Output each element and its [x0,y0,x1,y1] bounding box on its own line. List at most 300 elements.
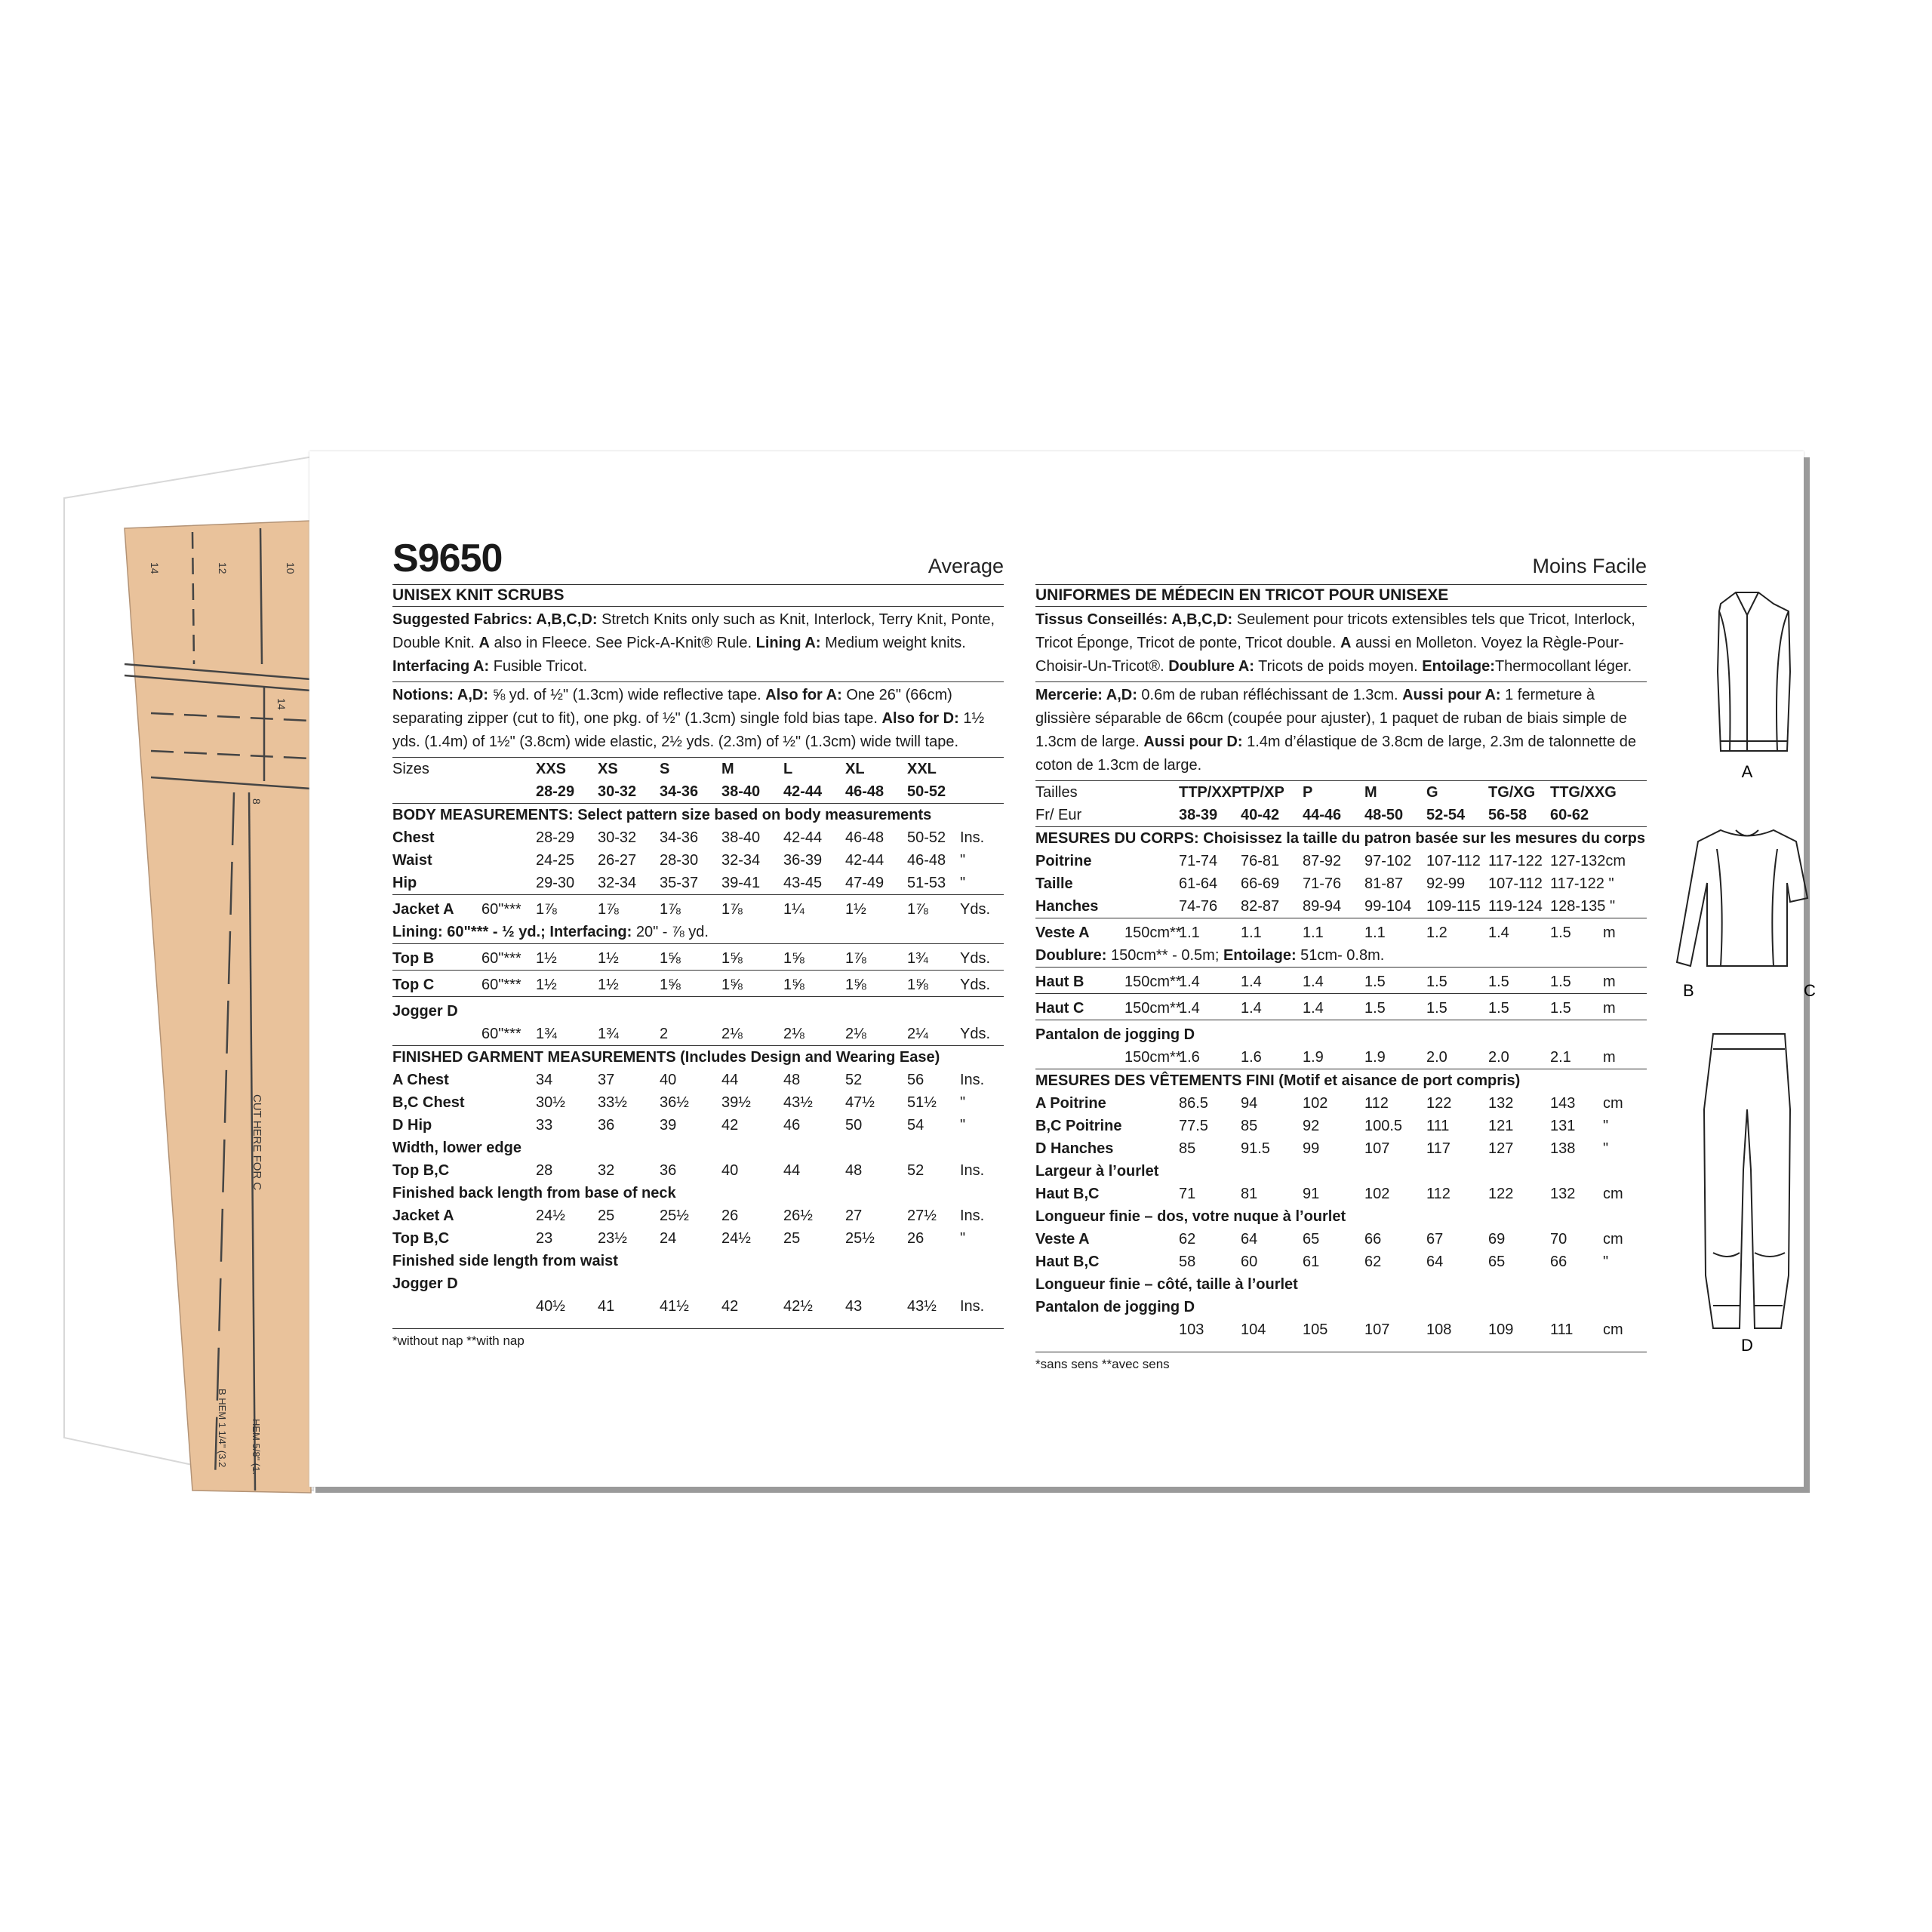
top-bc-length-row [392,1227,1004,1250]
jacket-a-yardage-value: 1.4 [1488,924,1509,941]
size-range: 46-48 [845,783,884,800]
jogger-length-row-value: 108 [1426,1321,1452,1338]
jogger-length-row-value: 42½ [783,1298,813,1315]
chest-row-value: 42-44 [783,829,823,846]
jogger-d-yardage-value: 2.0 [1426,1049,1447,1066]
top-bc-length-row-value: 24½ [721,1230,751,1247]
hip-row-value: 109-115 [1426,898,1481,915]
top-c-yardage-value: 1.5 [1550,1000,1571,1017]
waist-row [392,849,1004,872]
bc-chest-row [392,1091,1004,1114]
jacket-a-length-row-value: 26 [721,1208,739,1224]
jogger-d-yardage-value: 2¼ [907,1026,928,1042]
hip-row-value: 119-124 [1488,898,1543,915]
view-a-label: A [1741,762,1753,781]
side-length-row [1035,1273,1647,1296]
waist-row-value: 32-34 [721,852,761,869]
lining-interfacing-line [1035,944,1647,968]
jogger-length-row-unit: cm [1603,1321,1623,1338]
top-bc-width-row-unit: Ins. [960,1162,985,1179]
a-chest-row-value: 143 [1550,1095,1576,1112]
d-hip-row-value: 107 [1364,1140,1390,1157]
side-length-label: Finished side length from waist [392,1253,618,1269]
jacket-a-yardage-value: 1⅞ [721,901,743,918]
top-b-yardage-label: Top B [392,950,435,967]
jacket-a-yardage-label: Jacket A [392,901,454,918]
header-fr [1035,534,1647,581]
jacket-a-length-row-unit: Ins. [960,1208,985,1224]
waist-row-value: 66-69 [1241,875,1280,892]
top-b-yardage-value: 1½ [598,950,619,967]
a-chest-row-value: 132 [1488,1095,1514,1112]
top-bc-width-row-value: 81 [1241,1186,1258,1202]
waist-row-value: 71-76 [1303,875,1342,892]
top-b-yardage-width: 150cm** [1124,974,1182,990]
size-code: TTP/XXP [1179,784,1242,801]
a-chest-row-value: 44 [721,1072,739,1088]
garment-illustrations [1660,581,1834,1366]
notions-paragraph-fr: Mercerie: A,D: 0.6m de ruban réfléchissant de 1.3cm. Aussi pour A: 1 fermeture à glissière séparable de 66cm (coupée pour ajuster), 1 paquet de ruban de biais simple de 1.3cm de large. Aussi pour D: 1.4m d’élastique de 3.8cm de large, 2.3m de talonnette de coton de 1.3cm de large. [1035,682,1647,781]
jogger-d-yardage-unit: m [1603,1049,1616,1066]
chest-row-value: 107-112 [1426,853,1481,869]
top-b-yardage-value: 1¾ [907,950,928,967]
top-c-yardage-width: 150cm** [1124,1000,1182,1017]
top-b-yardage-value: 1⅞ [845,950,866,967]
top-c-yardage-value: 1½ [598,977,619,993]
waist-row-label: Waist [392,852,432,869]
top-bc-length-row-value: 62 [1364,1254,1382,1270]
top-bc-width-row-value: 112 [1426,1186,1451,1202]
back-length-row [1035,1205,1647,1228]
top-c-yardage-value: 1.5 [1488,1000,1509,1017]
jacket-a-length-row-value: 69 [1488,1231,1506,1247]
chest-row-value: 28-29 [536,829,575,846]
hip-row-value: 47-49 [845,875,884,891]
lining-line: Doublure: 150cm** - 0.5m; Entoilage: 51cm- 0.8m. [1035,947,1385,964]
jogger-length-label: Pantalon de jogging D [1035,1299,1195,1315]
width-label-row [1035,1160,1647,1183]
d-hip-row-value: 54 [907,1117,924,1134]
a-chest-row-value: 34 [536,1072,553,1088]
hip-row-value: 39-41 [721,875,761,891]
size-range: 38-39 [1179,807,1218,823]
finished-title [392,1046,1004,1069]
top-b-yardage-width: 60"*** [481,950,521,967]
jogger-d-yardage-value: 1.6 [1241,1049,1262,1066]
top-c-yardage-unit: Yds. [960,977,991,993]
bc-chest-row-unit: " [1603,1118,1609,1134]
hip-row-value: 82-87 [1241,898,1280,915]
jacket-a-length-row-value: 27½ [907,1208,937,1224]
waist-row-value: 107-112 [1488,875,1543,892]
hip-row-label: Hanches [1035,898,1099,915]
envelope-card [309,451,1804,1487]
back-length-row [392,1182,1004,1204]
d-hip-row-value: 33 [536,1117,553,1134]
jacket-a-length-row-value: 27 [845,1208,863,1224]
jogger-d-yardage-value: 2.1 [1550,1049,1571,1066]
top-bc-width-row-unit: cm [1603,1186,1623,1202]
jogger-length-row-value: 107 [1364,1321,1390,1338]
hip-row-value: 89-94 [1303,898,1342,915]
top-b-yardage-unit: m [1603,974,1616,990]
top-bc-width-row-value: 122 [1488,1186,1514,1202]
jogger-d-yardage-width: 60"*** [481,1026,521,1042]
jacket-a-length-row-value: 70 [1550,1231,1567,1247]
jacket-a-yardage-unit: m [1603,924,1616,941]
hem-label: HEM 5/8" (1. [251,1419,262,1475]
bc-chest-row-value: 111 [1426,1118,1450,1134]
d-hip-row [1035,1137,1647,1160]
finished-measurements-heading: MESURES DES VÊTEMENTS FINI (Motif et aisance de port compris) [1035,1072,1521,1089]
chest-row-value: 50-52 [907,829,946,846]
top-c-yardage-label: Haut C [1035,1000,1084,1017]
jacket-a-length-row [1035,1228,1647,1251]
d-hip-row-value: 36 [598,1117,615,1134]
top-c-yardage-value: 1⅝ [845,977,866,993]
header [392,534,1004,581]
jacket-a-drawing [1718,592,1790,751]
hip-row-value: 29-30 [536,875,575,891]
top-bc-width-row-value: 36 [660,1162,677,1179]
size-code: XS [598,761,618,777]
jacket-a-length-row-value: 24½ [536,1208,565,1224]
waist-row-value: 92-99 [1426,875,1466,892]
bc-chest-row-value: 39½ [721,1094,751,1111]
a-chest-row-value: 112 [1364,1095,1389,1112]
chest-row-label: Poitrine [1035,853,1092,869]
top-bc-length-row-value: 25½ [845,1230,875,1247]
top-bc-width-row-value: 71 [1179,1186,1196,1202]
top-c-yardage-value: 1⅝ [907,977,928,993]
jacket-a-length-row-value: 26½ [783,1208,813,1224]
size-code: M [721,761,734,777]
top-bc-width-row-value: 40 [721,1162,739,1179]
a-chest-row-value: 56 [907,1072,924,1088]
top-c-yardage-label: Top C [392,977,435,993]
size-range: 38-40 [721,783,761,800]
skill-level-fr: Moins Facile [1532,555,1647,577]
top-b-yardage-value: 1.4 [1241,974,1262,990]
a-chest-row [1035,1092,1647,1115]
jogger-d-drawing [1704,1034,1790,1328]
hip-row [1035,895,1647,918]
top-c-yardage-value: 1.5 [1364,1000,1386,1017]
size-range: 40-42 [1241,807,1280,823]
top-b-yardage-value: 1.4 [1303,974,1324,990]
bc-chest-row-label: B,C Poitrine [1035,1118,1122,1134]
top-c-yardage-value: 1⅝ [721,977,743,993]
top-c-yardage-value: 1⅝ [660,977,681,993]
chest-row-value: 71-74 [1179,853,1218,869]
top-bc-width-row [1035,1183,1647,1205]
size-range: 42-44 [783,783,823,800]
chest-row-value: 87-92 [1303,853,1342,869]
jacket-a-yardage-value: 1.1 [1303,924,1324,941]
d-hip-row [392,1114,1004,1137]
size-range: 52-54 [1426,807,1466,823]
top-c-yardage-value: 1.4 [1303,1000,1324,1017]
top-bc-width-row-value: 132 [1550,1186,1576,1202]
jogger-length-row-value: 42 [721,1298,739,1315]
d-hip-row-value: 117 [1426,1140,1451,1157]
jacket-a-length-row-unit: cm [1603,1231,1623,1247]
a-chest-row [392,1069,1004,1091]
jacket-a-length-row-value: 67 [1426,1231,1444,1247]
waist-row-value: 42-44 [845,852,884,869]
top-b-yardage [1035,971,1647,994]
tissue-number-14b: 14 [275,698,288,710]
chest-row-value: 76-81 [1241,853,1280,869]
sizes-label: Tailles [1035,784,1078,801]
bc-chest-row-value: 85 [1241,1118,1258,1134]
view-c-label: C [1804,981,1816,1000]
bc-chest-row-value: 131 [1550,1118,1576,1134]
sizes-label: Sizes [392,761,429,777]
jogger-length-row [392,1295,1004,1329]
jogger-length-row [1035,1318,1647,1352]
d-hip-row-label: D Hip [392,1117,432,1134]
size-code: XXS [536,761,567,777]
size-range: 44-46 [1303,807,1342,823]
top-bc-length-row-label: Top B,C [392,1230,450,1247]
hip-row-unit: " [960,875,966,891]
top-bc-length-row-value: 65 [1488,1254,1506,1270]
size-chart [392,758,1004,1329]
jogger-length-row-unit: Ins. [960,1298,985,1315]
top-bc-width-row-label: Top B,C [392,1162,450,1179]
size-code: M [1364,784,1377,801]
size-chart-fr [1035,781,1647,1352]
bc-chest-row-value: 43½ [783,1094,813,1111]
hem-b-label: B HEM 1 1/4" (3.2 [217,1389,228,1468]
top-bc-length-row-value: 23 [536,1230,553,1247]
chest-row [392,826,1004,849]
tissue-number-8: 8 [251,798,263,804]
waist-row-value: 28-30 [660,852,699,869]
size-code: XL [845,761,865,777]
waist-row [1035,872,1647,895]
pattern-title: UNISEX KNIT SCRUBS [392,584,1004,607]
a-chest-row-value: 102 [1303,1095,1328,1112]
chest-row-value: 97-102 [1364,853,1412,869]
jacket-a-yardage-value: 1¼ [783,901,804,918]
top-c-yardage-value: 1.4 [1179,1000,1200,1017]
top-b-yardage-value: 1⅝ [721,950,743,967]
jogger-length-row-value: 41 [598,1298,615,1315]
jacket-a-length-row-value: 65 [1303,1231,1320,1247]
chest-row-value: 30-32 [598,829,637,846]
size-range: 34-36 [660,783,699,800]
top-bc-width-row-value: 52 [907,1162,924,1179]
waist-row-unit: " [960,852,966,869]
hip-row [392,872,1004,895]
width-label-row [392,1137,1004,1159]
top-bc-width-row-value: 91 [1303,1186,1320,1202]
jogger-length-row-value: 111 [1550,1321,1574,1338]
french-column [1035,534,1647,1372]
sizes-header [392,758,1004,804]
hip-row-value: 74-76 [1179,898,1218,915]
waist-row-value: 24-25 [536,852,575,869]
d-hip-row-value: 46 [783,1117,801,1134]
d-hip-row-value: 99 [1303,1140,1320,1157]
jogger-d-yardage-value: 2⅛ [783,1026,804,1042]
hip-row-value: 35-37 [660,875,699,891]
jacket-a-yardage-value: 1.1 [1364,924,1386,941]
side-length-row [392,1250,1004,1272]
top-bc-length-row-value: 60 [1241,1254,1258,1270]
jogger-d-yardage-value: 2⅛ [721,1026,743,1042]
jacket-a-length-row-value: 64 [1241,1231,1258,1247]
bc-chest-row-value: 36½ [660,1094,689,1111]
chest-row-unit: Ins. [960,829,985,846]
d-hip-row-value: 50 [845,1117,863,1134]
jogger-d-yardage-value: 2.0 [1488,1049,1509,1066]
top-b-yardage-value: 1⅝ [783,950,804,967]
size-code: TG/XG [1488,784,1536,801]
jogger-d-yardage-value: 1.6 [1179,1049,1200,1066]
jogger-d-yardage [392,1000,1004,1046]
d-hip-row-value: 138 [1550,1140,1576,1157]
a-chest-row-value: 40 [660,1072,677,1088]
bc-chest-row-value: 121 [1488,1118,1514,1134]
hip-row-value: 128-135 " [1550,898,1616,915]
size-range: 30-32 [598,783,637,800]
jogger-d-yardage-width: 150cm** [1124,1049,1182,1066]
size-code: TTG/XXG [1550,784,1617,801]
top-b-yardage-value: 1.5 [1364,974,1386,990]
a-chest-row-value: 86.5 [1179,1095,1208,1112]
waist-row-value: 81-87 [1364,875,1404,892]
chest-row-value: 38-40 [721,829,761,846]
bc-chest-row-value: 33½ [598,1094,627,1111]
bc-chest-row [1035,1115,1647,1137]
side-length-label: Longueur finie – côté, taille à l’ourlet [1035,1276,1298,1293]
jacket-a-length-row-label: Jacket A [392,1208,454,1224]
top-b-yardage-value: 1.5 [1426,974,1447,990]
jogger-label-row [392,1272,1004,1295]
jogger-length-row-value: 43½ [907,1298,937,1315]
chest-row-value: 46-48 [845,829,884,846]
waist-row-value: 36-39 [783,852,823,869]
fabrics-paragraph-fr: Tissus Conseillés: A,B,C,D: Seulement pour tricots extensibles tels que Tricot, Interlock, Tricot Éponge, Tricot de ponte, Tricot double. A aussi en Molleton. Voyez la Règle-Pour-Choisir-Un-Tricot®. Doublure A: Tricots de poids moyen. Entoilage:Thermocollant léger. [1035,607,1647,682]
size-range: 48-50 [1364,807,1404,823]
top-bc-width-row [392,1159,1004,1182]
top-bc-length-row-unit: " [960,1230,966,1247]
jogger-length-row-value: 43 [845,1298,863,1315]
footnote: *without nap **with nap [392,1334,525,1348]
a-chest-row-value: 48 [783,1072,801,1088]
jogger-d-yardage [1035,1023,1647,1069]
jogger-d-yardage-value: 2 [660,1026,669,1042]
hip-row-value: 51-53 [907,875,946,891]
top-bc-length-row-value: 23½ [598,1230,627,1247]
top-bc-length-row-value: 58 [1179,1254,1196,1270]
jacket-a-length-row-value: 66 [1364,1231,1382,1247]
top-bc-length-row-value: 25 [783,1230,801,1247]
d-hip-row-value: 127 [1488,1140,1514,1157]
body-measurements-title [392,804,1004,826]
jogger-length-row-value: 104 [1241,1321,1266,1338]
jacket-a-yardage-value: 1⅞ [660,901,681,918]
jogger-d-yardage-unit: Yds. [960,1026,991,1042]
lining-line: Lining: 60"*** - ½ yd.; Interfacing: 20" - ⅞ yd. [392,924,709,940]
jogger-length-row-value: 105 [1303,1321,1328,1338]
top-b-yardage-value: 1.5 [1550,974,1571,990]
chest-row-value: 34-36 [660,829,699,846]
jogger-d-yardage-value: 1.9 [1364,1049,1386,1066]
body-measurements-heading: BODY MEASUREMENTS: Select pattern size based on body measurements [392,807,932,823]
pattern-number: S9650 [392,537,503,580]
sizes-label-eur: Fr/ Eur [1035,807,1082,823]
fabrics-paragraph: Suggested Fabrics: A,B,C,D: Stretch Knits only such as Knit, Interlock, Terry Knit, Ponte, Double Knit. A also in Fleece. See Pick-A-Knit® Rule. Lining A: Medium weight knits. Interfacing A: Fusible Tricot. [392,607,1004,682]
size-code: XXL [907,761,937,777]
size-code: S [660,761,670,777]
jacket-a-yardage [1035,921,1647,944]
tissue-number-12: 12 [217,562,229,574]
top-bc-drawing [1677,830,1807,966]
jacket-a-length-row-label: Veste A [1035,1231,1090,1247]
top-c-yardage [1035,997,1647,1020]
jacket-a-length-row-value: 62 [1179,1231,1196,1247]
bc-chest-row-value: 51½ [907,1094,937,1111]
top-bc-width-row-value: 102 [1364,1186,1390,1202]
jogger-length-row-value: 41½ [660,1298,689,1315]
finished-title [1035,1069,1647,1092]
d-hip-row-label: D Hanches [1035,1140,1114,1157]
pattern-title-fr: UNIFORMES DE MÉDECIN EN TRICOT POUR UNISEXE [1035,584,1647,607]
waist-row-value: 46-48 [907,852,946,869]
tissue-number-14: 14 [149,562,161,574]
jogger-length-label: Jogger D [392,1275,458,1292]
bc-chest-row-value: 77.5 [1179,1118,1208,1134]
jacket-a-yardage-value: 1⅞ [907,901,928,918]
lining-interfacing-line [392,921,1004,944]
size-range: 28-29 [536,783,575,800]
notions-paragraph: Notions: A,D: ⅝ yd. of ½" (1.3cm) wide reflective tape. Also for A: One 26" (66cm) separating zipper (cut to fit), one pkg. of ½" (1.3cm) single fold bias tape. Also for D: 1½ yds. (1.4m) of 1½" (3.8cm) wide elastic, 2½ yds. (2.3m) of ½" (1.3cm) wide twill tape. [392,682,1004,758]
d-hip-row-unit: " [1603,1140,1609,1157]
bc-chest-row-value: 92 [1303,1118,1320,1134]
top-c-yardage-unit: m [1603,1000,1616,1017]
a-chest-row-value: 122 [1426,1095,1452,1112]
hip-row-label: Hip [392,875,417,891]
a-chest-row-value: 52 [845,1072,863,1088]
jacket-a-length-row-value: 25½ [660,1208,689,1224]
top-c-yardage [392,974,1004,997]
top-bc-length-row-label: Haut B,C [1035,1254,1100,1270]
top-bc-length-row-value: 24 [660,1230,677,1247]
top-bc-length-row-value: 26 [907,1230,924,1247]
a-chest-row-value: 94 [1241,1095,1258,1112]
finished-measurements-heading: FINISHED GARMENT MEASUREMENTS (Includes Design and Wearing Ease) [392,1049,940,1066]
top-bc-width-row-value: 48 [845,1162,863,1179]
top-bc-length-row-value: 66 [1550,1254,1567,1270]
sizes-header [1035,781,1647,827]
top-b-yardage-value: 1.4 [1179,974,1200,990]
d-hip-row-value: 91.5 [1241,1140,1270,1157]
size-range: 60-62 [1550,807,1589,823]
chest-row-value: 117-122 [1488,853,1543,869]
back-length-label: Finished back length from base of neck [392,1185,676,1201]
jacket-a-yardage-value: 1.5 [1550,924,1571,941]
top-bc-length-row-value: 61 [1303,1254,1320,1270]
size-range: 56-58 [1488,807,1527,823]
top-b-yardage-value: 1½ [536,950,557,967]
bc-chest-row-value: 100.5 [1364,1118,1403,1134]
jacket-a-yardage-width: 60"*** [481,901,521,918]
size-range: 50-52 [907,783,946,800]
